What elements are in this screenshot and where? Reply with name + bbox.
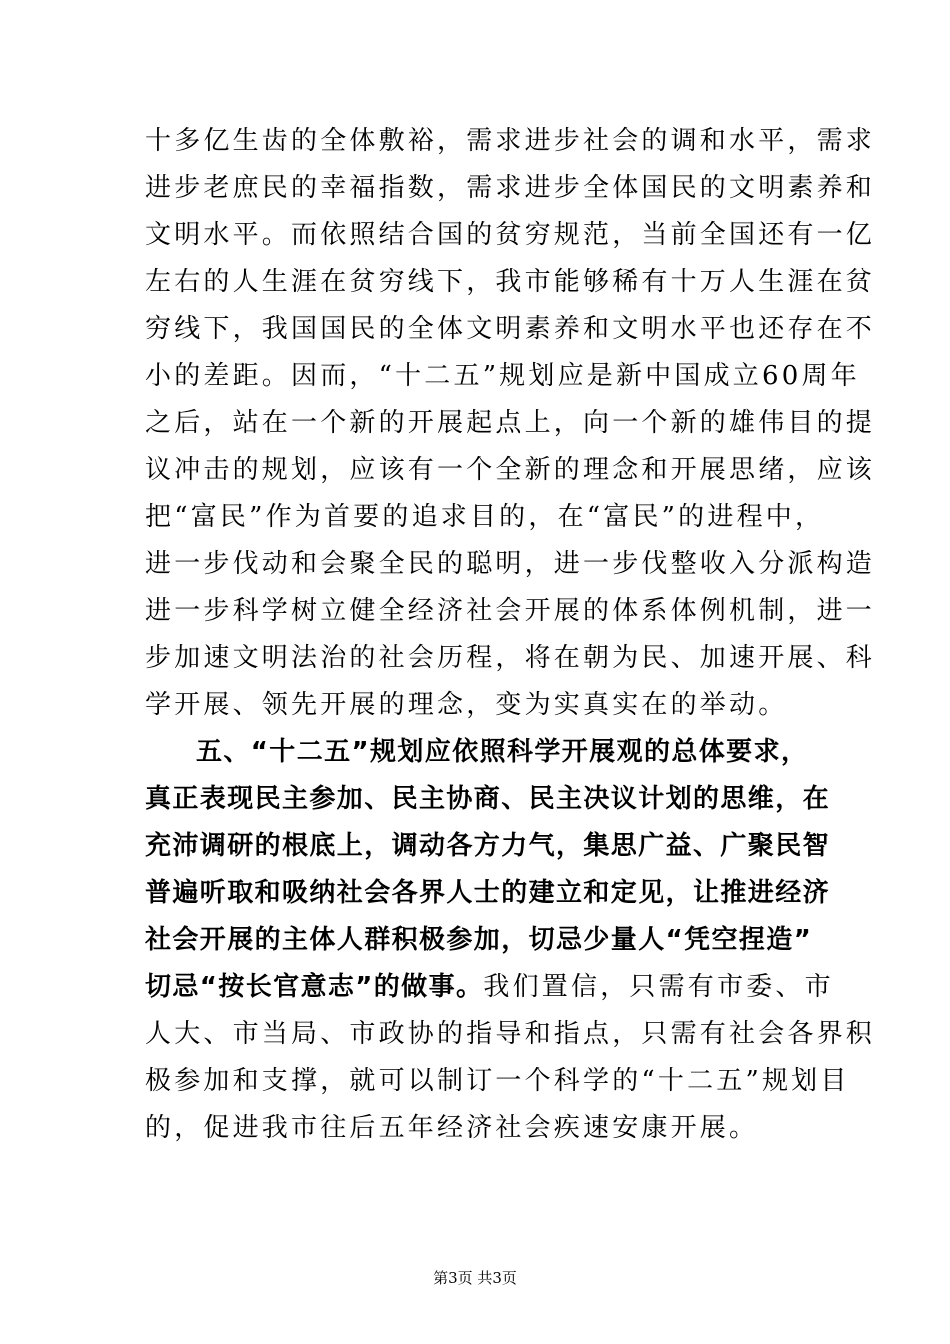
paragraph-line: 学开展、领先开展的理念，变为实真实在的举动。	[145, 690, 788, 720]
paragraph-line: 之后，站在一个新的开展起点上，向一个新的雄伟目的提	[145, 408, 876, 438]
paragraph-line: 进步老庶民的幸福指数，需求进步全体国民的文明素养和	[145, 173, 876, 203]
normal-segment: 我们置信，只需有市委、市	[483, 972, 834, 1002]
paragraph-line: 人大、市当局、市政协的指导和指点，只需有社会各界积	[145, 1019, 876, 1049]
paragraph-line: 左右的人生涯在贫穷线下，我市能够稀有十万人生涯在贫	[145, 267, 876, 297]
paragraph-line: 议冲击的规划，应该有一个全新的理念和开展思绪，应该	[145, 455, 876, 485]
paragraph-line: 把“富民”作为首要的追求目的，在“富民”的进程中，	[145, 502, 825, 532]
paragraph-line: 进一步伐动和会聚全民的聪明，进一步伐整收入分派构造	[145, 549, 876, 579]
paragraph-line: 进一步科学树立健全经济社会开展的体系体例机制，进一	[145, 596, 876, 626]
bold-paragraph-line: 五、“十二五”规划应依照科学开展观的总体要求，	[196, 737, 809, 767]
bold-paragraph-line: 充沛调研的根底上，调动各方力气，集思广益、广聚民智	[145, 831, 831, 861]
paragraph-line: 极参加和支撑，就可以制订一个科学的“十二五”规划目	[145, 1066, 850, 1096]
bold-paragraph-line: 普遍听取和吸纳社会各界人士的建立和定见，让推进经济	[145, 878, 831, 908]
mixed-paragraph-line	[145, 967, 834, 1007]
paragraph-line: 文明水平。而依照结合国的贫穷规范，当前全国还有一亿	[145, 220, 876, 250]
bold-paragraph-line: 真正表现民主参加、民主协商、民主决议计划的思维，在	[145, 784, 831, 814]
paragraph-line: 穷线下，我国国民的全体文明素养和文明水平也还存在不	[145, 314, 876, 344]
paragraph-line: 步加速文明法治的社会历程，将在朝为民、加速开展、科	[145, 643, 876, 673]
page-footer: 第3页 共3页	[433, 1269, 517, 1287]
paragraph-line: 的，促进我市往后五年经济社会疾速安康开展。	[145, 1113, 759, 1143]
bold-paragraph-line: 社会开展的主体人群积极参加，切忌少量人“凭空捏造”	[145, 925, 813, 955]
bold-segment: 切忌“按长官意志”的做事。	[145, 972, 484, 1002]
paragraph-line: 小的差距。因而，“十二五”规划应是新中国成立60周年	[145, 361, 860, 391]
paragraph-line: 十多亿生齿的全体敷裕，需求进步社会的调和水平，需求	[145, 126, 876, 156]
